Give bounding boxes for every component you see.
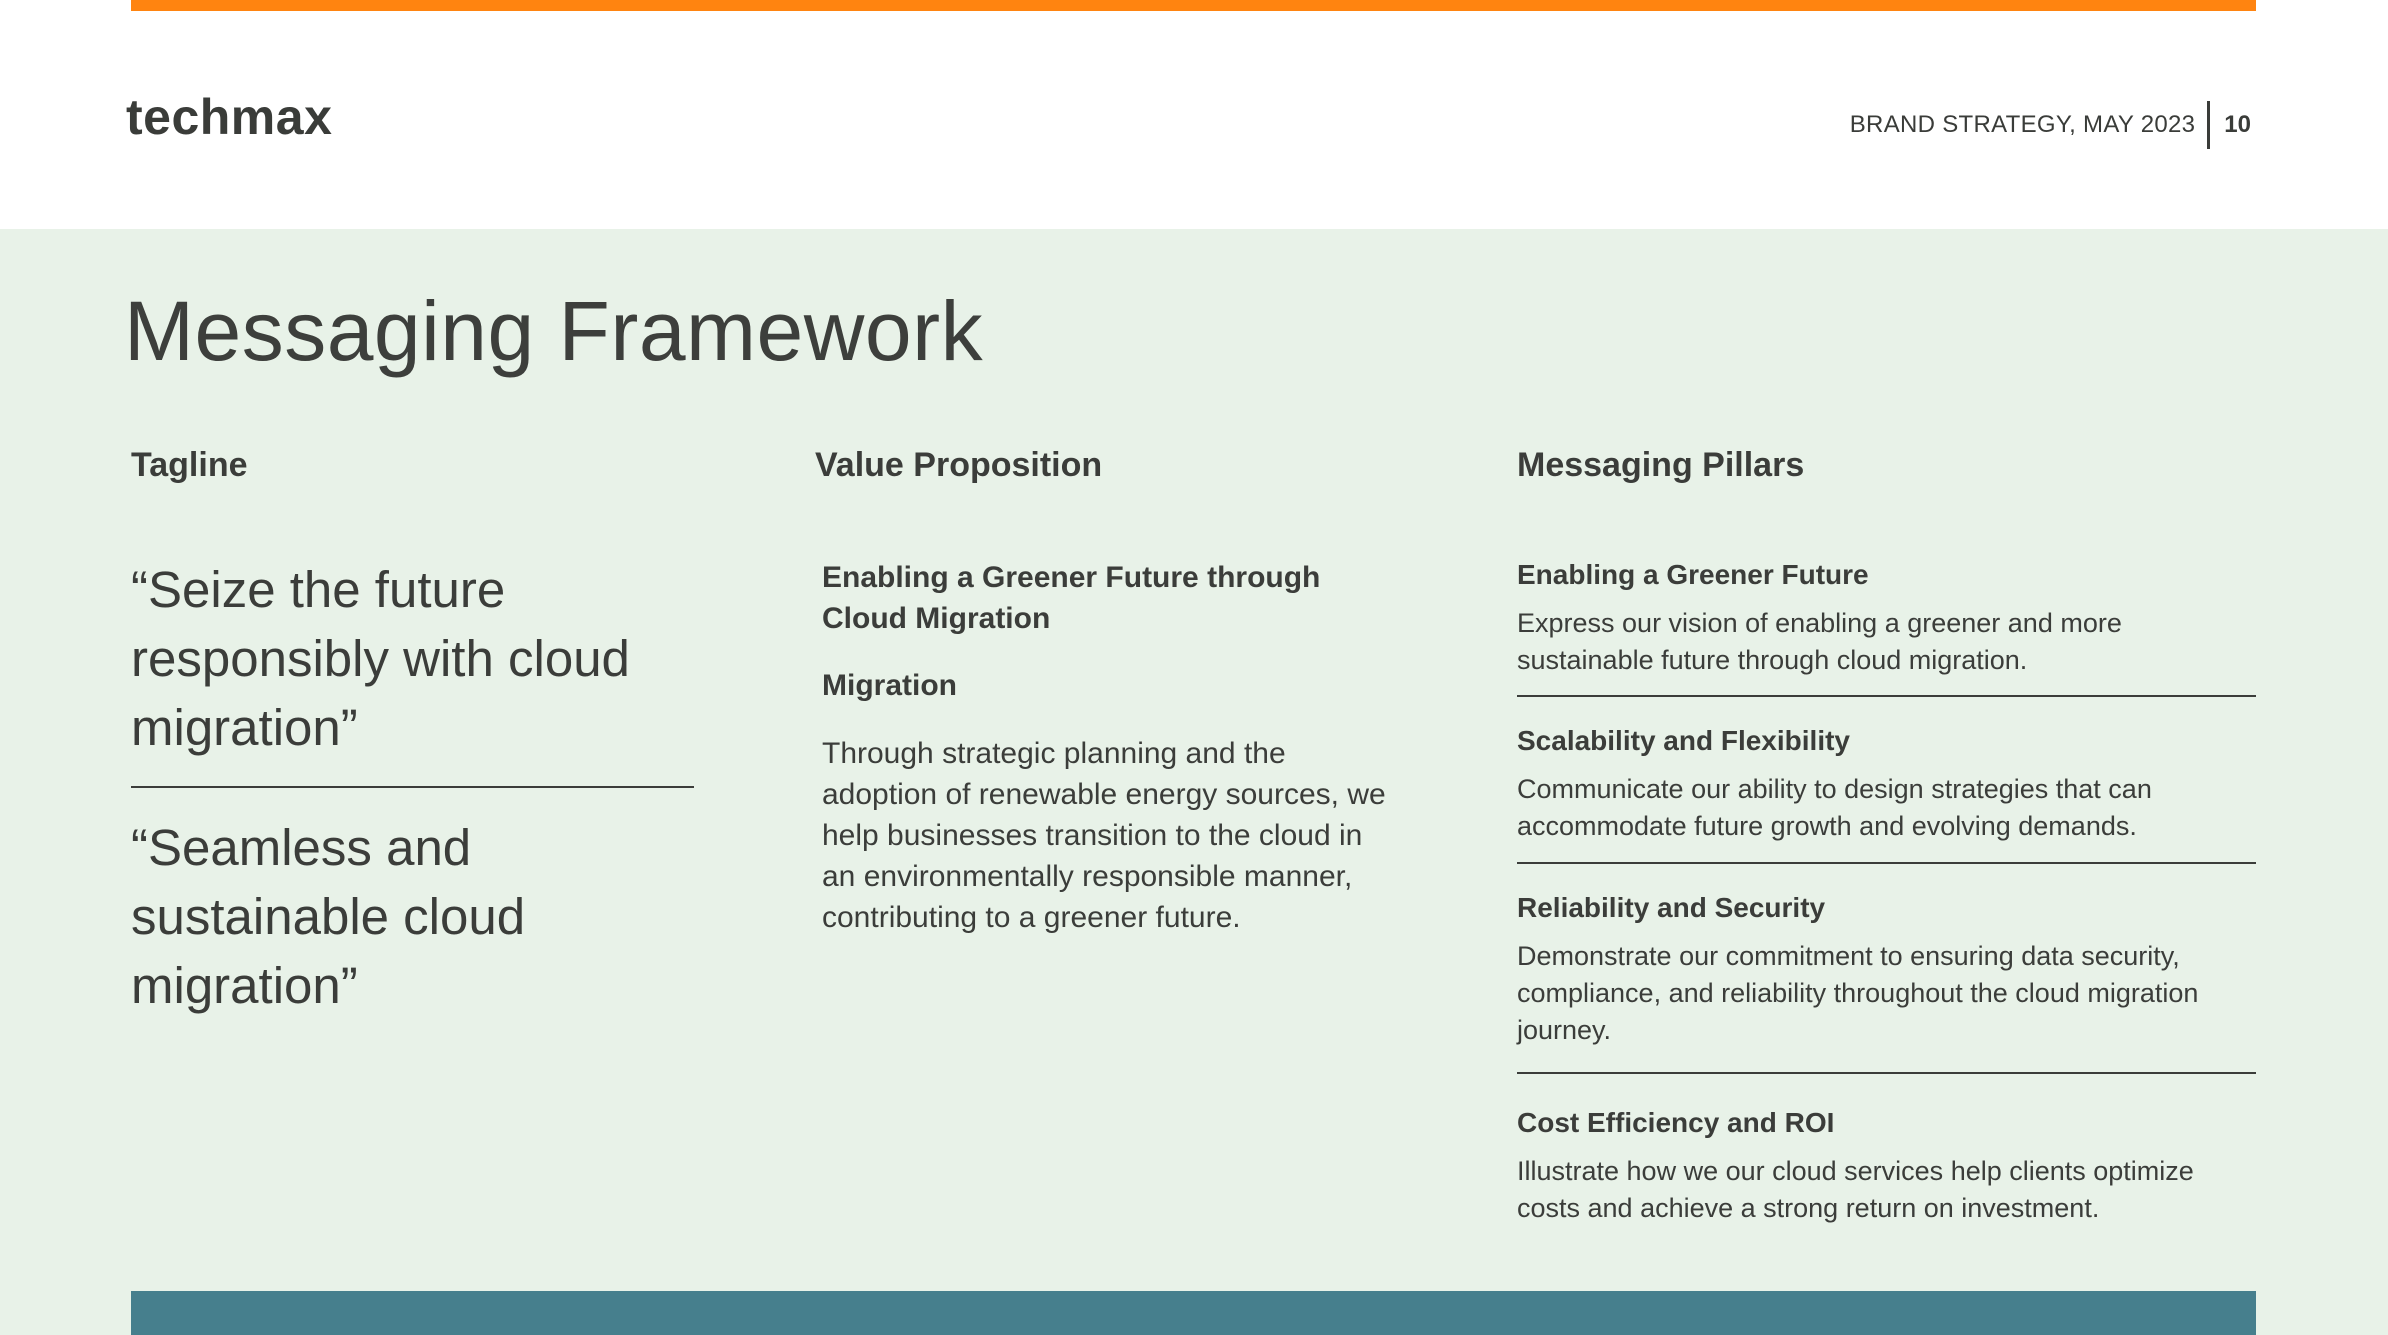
- page-title: Messaging Framework: [124, 284, 984, 378]
- pillar-item: [1517, 555, 2256, 679]
- pillar-description: Communicate our ability to design strategies that can accommodate future growth and evolving demands.: [1517, 774, 2152, 841]
- value-proposition-body: Through strategic planning and the adoption of renewable energy sources, we help businesses transition to the cloud in an environmentally responsible manner, contributing to a greener future.: [822, 737, 1386, 934]
- pillar-item: [1517, 1103, 2256, 1227]
- document-meta: BRAND STRATEGY, MAY 2023: [1849, 111, 2196, 138]
- messaging-pillars-heading: Messaging Pillars: [1517, 446, 1805, 484]
- value-proposition-subheading: Migration: [822, 669, 957, 702]
- pillar-divider: [1517, 1072, 2256, 1074]
- tagline-heading: Tagline: [131, 446, 248, 484]
- pillar-item: [1517, 888, 2256, 1049]
- page-number: 10: [2224, 111, 2251, 138]
- tagline-primary: “Seize the future responsibly with cloud migration”: [131, 561, 630, 756]
- logo: techmax: [126, 89, 333, 145]
- header-meta-group: [1850, 101, 2251, 149]
- pillar-description: Illustrate how we our cloud services help clients optimize costs and achieve a strong return on investment.: [1517, 1156, 2194, 1223]
- pillar-divider: [1517, 862, 2256, 864]
- pillar-title: Enabling a Greener Future: [1517, 559, 1869, 590]
- pillar-description: Demonstrate our commitment to ensuring data security, compliance, and reliability throughout the cloud migration journey.: [1517, 941, 2199, 1045]
- pillar-divider: [1517, 695, 2256, 697]
- header-divider: [2207, 101, 2210, 149]
- footer-band: [131, 1291, 2256, 1335]
- pillar-title: Cost Efficiency and ROI: [1517, 1107, 1835, 1138]
- pillar-title: Reliability and Security: [1517, 892, 1826, 923]
- top-accent-bar: [131, 0, 2256, 11]
- pillar-title: Scalability and Flexibility: [1517, 725, 1850, 756]
- tagline-secondary: “Seamless and sustainable cloud migration”: [131, 819, 526, 1014]
- value-proposition-heading: Value Proposition: [815, 446, 1103, 484]
- tagline-divider: [131, 786, 694, 788]
- pillar-description: Express our vision of enabling a greener and more sustainable future through cloud migration.: [1517, 608, 2122, 675]
- value-proposition-headline: Enabling a Greener Future through Cloud Migration: [822, 561, 1321, 635]
- pillar-item: [1517, 721, 2256, 845]
